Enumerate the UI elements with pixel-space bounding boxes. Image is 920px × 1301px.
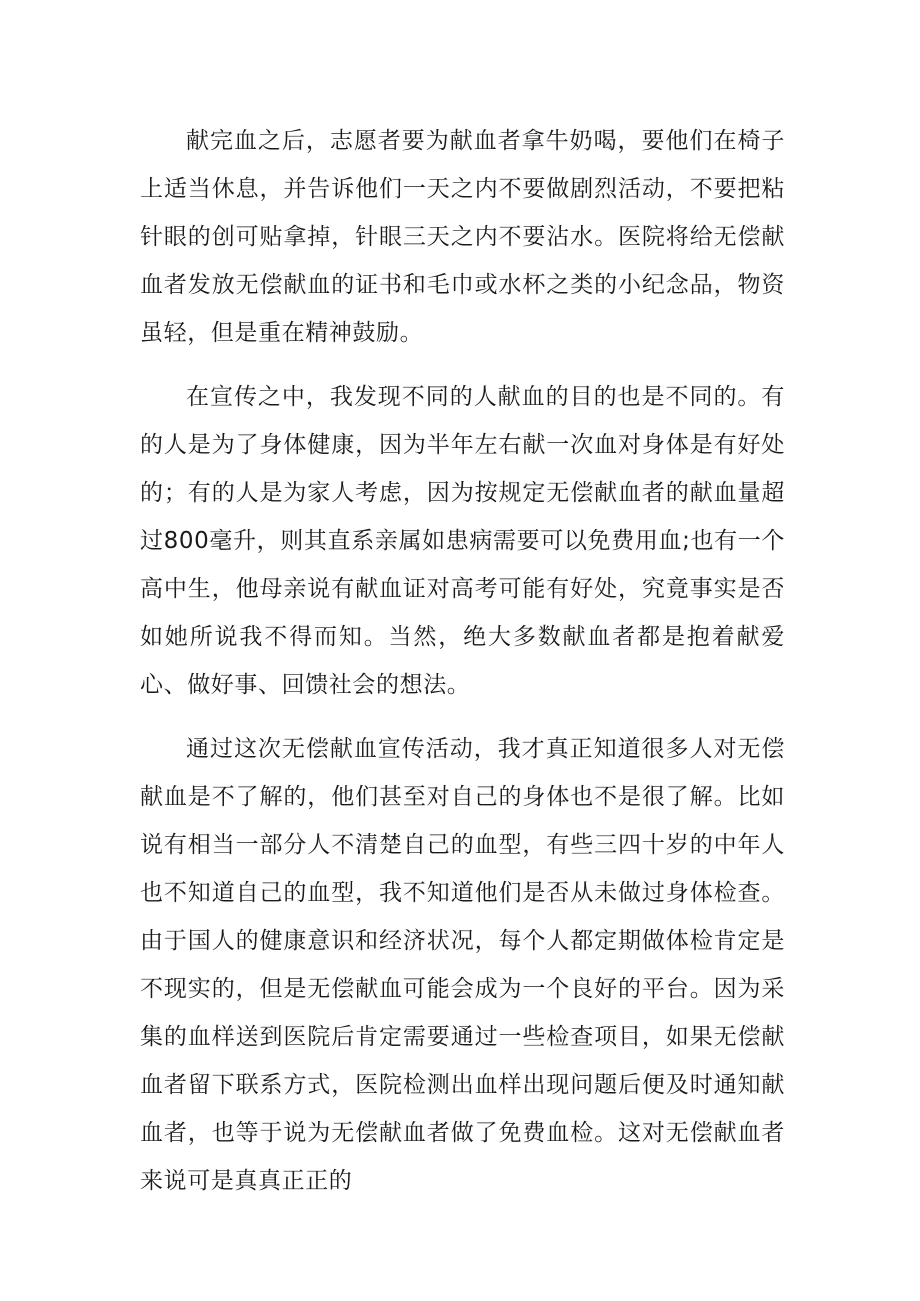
paragraph-3: 通过这次无偿献血宣传活动，我才真正知道很多人对无偿献血是不了解的，他们甚至对自己的身体也不是很了解。比如说有相当一部分人不清楚自己的血型，有些三四十岁的中年人也不知道自己的血型，我不知道他们是否从未做过身体检查。由于国人的健康意识和经济状况，每个人都定期做体检肯定是不现实的，但是无偿献血可能会成为一个良好的平台。因为采集的血样送到医院后肯定需要通过一些检查项目，如果无偿献血者留下联系方式，医院检测出血样出现问题后便及时通知献血者，也等于说为无偿献血者做了免费血检。这对无偿献血者来说可是真真正正的 [140,736,785,1194]
document-body [140,117,785,1205]
paragraph-1: 献完血之后，志愿者要为献血者拿牛奶喝，要他们在椅子上适当休息，并告诉他们一天之内不要做剧烈活动，不要把粘针眼的创可贴拿掉，针眼三天之内不要沾水。医院将给无偿献血者发放无偿献血的证书和毛巾或水杯之类的小纪念品，物资虽轻，但是重在精神鼓励。 [140,128,785,346]
paragraph-2: 在宣传之中，我发现不同的人献血的目的也是不同的。有的人是为了身体健康，因为半年左右献一次血对身体是有好处的；有的人是为家人考虑，因为按规定无偿献血者的献血量超过800毫升，则其直系亲属如患病需要可以免费用血;也有一个高中生，他母亲说有献血证对高考可能有好处，究竟事实是否如她所说我不得而知。当然，绝大多数献血者都是抱着献爱心、做好事、回馈社会的想法。 [140,384,785,698]
